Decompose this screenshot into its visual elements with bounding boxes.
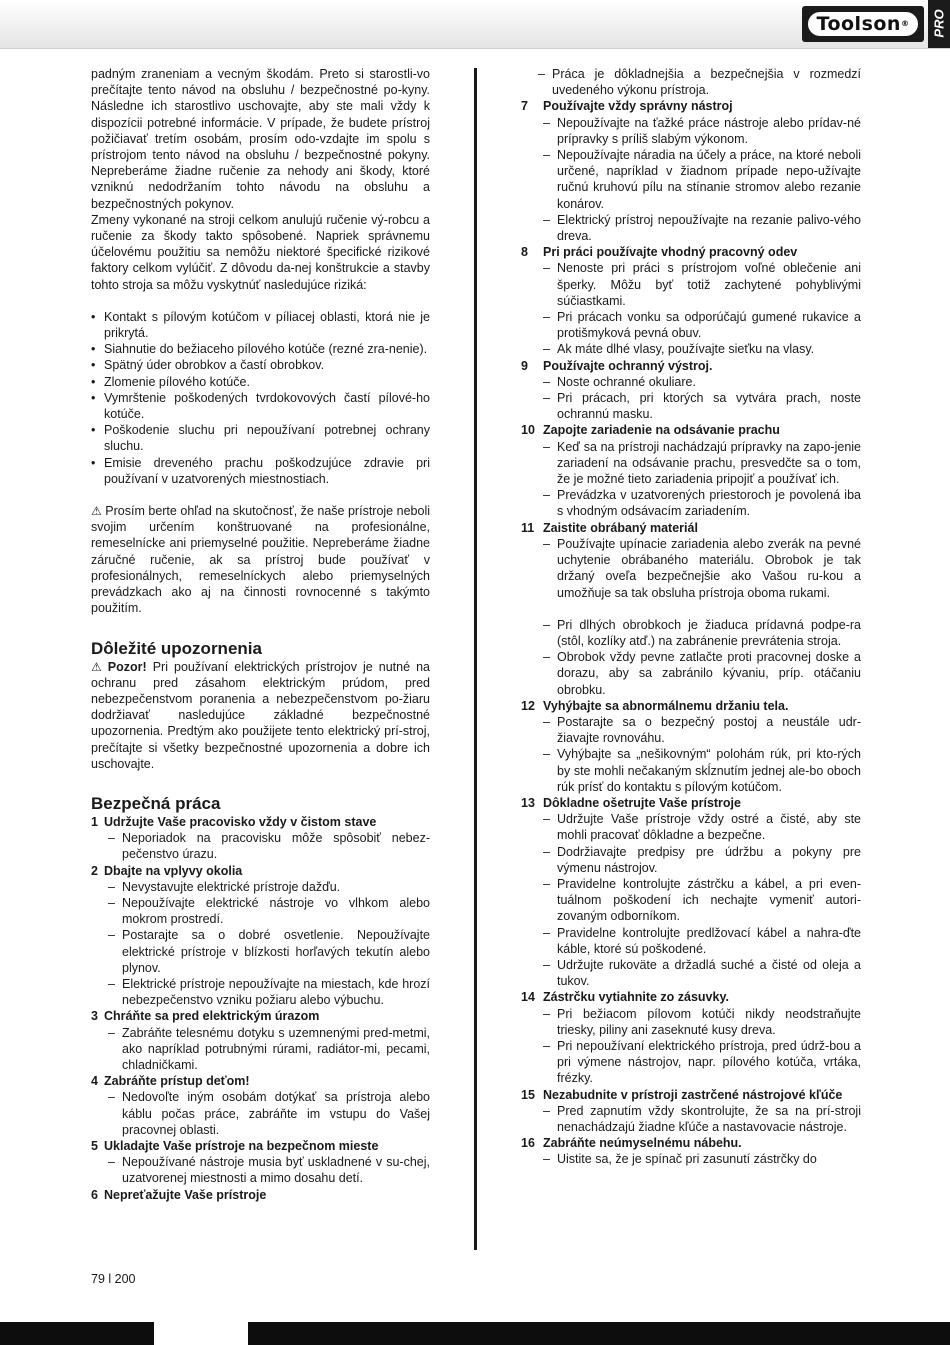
dash-marker: –: [543, 617, 550, 632]
bullet-marker: •: [91, 390, 96, 405]
rule-heading: [91, 1138, 430, 1154]
risk-text: Vymrštenie poškodených tvrdokovových častí pílové-ho kotúče.: [104, 390, 430, 422]
rule-heading: [91, 814, 430, 830]
rule-title: Chráňte sa pred elektrickým úrazom: [104, 1009, 320, 1024]
rule-title: Ukladajte Vaše prístroje na bezpečnom mieste: [104, 1138, 379, 1153]
brand-logo: [802, 6, 924, 42]
rule-item-text: Zabráňte telesnému dotyku s uzemnenými pred-metmi, ako napríklad potrubnými rúrami, radiátor-mi, pecami, chladničkami.: [122, 1025, 430, 1072]
rule-item: [521, 212, 861, 244]
rule-item: [521, 649, 861, 698]
risk-text: Emisie dreveného prachu poškodzujúce zdravie pri používaní v uzatvorených miestnostiach.: [104, 455, 430, 486]
rule-number: 15: [521, 1087, 535, 1102]
rule-item: [521, 1151, 861, 1167]
rule-item-text: Nenoste pri práci s prístrojom voľné oblečenie ani šperky. Môžu byť totiž zachytené pohyblivými súčiastkami.: [557, 261, 861, 308]
dash-marker: –: [543, 844, 550, 859]
rule-item: [521, 439, 861, 488]
notice-paragraph: ⚠ Prosím berte ohľad na skutočnosť, že naše prístroje neboli svojim určením konštruované na profesionálne, remeselnícke ani priemyselné použitie. Nepreberáme žiadne záručné ručenie, ak sa prístroj bude používať v profesionálnych, remeselníckych alebo priemyselných prevádzkach ako aj na činnosti rovnocenné s takýmto použitím.: [91, 504, 430, 616]
rule-heading: [521, 795, 861, 811]
risk-item: [91, 341, 430, 357]
rule-heading: [521, 358, 861, 374]
rule-item: [521, 811, 861, 843]
rule-item-text: Vyhýbajte sa „nešikovným“ polohám rúk, pri kto-rých by ste mohli nečakaným skĺznutím jednej ale-bo oboch rúk prísť do kontaktu s pílovým kotúčom.: [557, 747, 861, 794]
header-bar: [0, 0, 950, 49]
safe-work-heading: Bezpečná práca: [91, 793, 221, 813]
rule-item-text: Noste ochranné okuliare.: [557, 374, 696, 389]
pro-tab: [928, 0, 950, 48]
risk-text: Zlomenie pílového kotúče.: [104, 374, 250, 389]
rule-number: 1: [91, 814, 98, 829]
warning-icon: ⚠: [91, 659, 102, 674]
rule-number: 13: [521, 795, 535, 810]
rule-item: [91, 879, 430, 895]
risk-item: [91, 374, 430, 390]
dash-marker: –: [543, 1152, 550, 1167]
rule-item: [521, 957, 861, 989]
dash-marker: –: [543, 957, 550, 972]
rule-number: 3: [91, 1009, 98, 1024]
dash-marker: –: [108, 879, 115, 894]
rule-item: [521, 1103, 861, 1135]
warning-icon: ⚠: [91, 504, 102, 519]
rule-item-text: Práca je dôkladnejšia a bezpečnejšia v rozmedzí uvedeného výkonu prístroja.: [552, 67, 861, 98]
rule-title: Zabráňte neúmyselnému nábehu.: [543, 1136, 742, 1151]
rule-heading: [521, 520, 861, 536]
rule-item-text: Neporiadok na pracovisku môže spôsobiť nebez-pečenstvo úrazu.: [122, 831, 430, 862]
rule-item: [521, 876, 861, 925]
dash-marker: –: [543, 212, 550, 227]
rule-title: Zaistite obrábaný materiál: [543, 520, 698, 535]
page-number: 79 l 200: [91, 1272, 136, 1286]
dash-marker: –: [543, 925, 550, 940]
rule-heading: [521, 989, 861, 1005]
dash-marker: –: [543, 812, 550, 827]
rule-number: 5: [91, 1138, 98, 1153]
risk-text: Kontakt s pílovým kotúčom v píliacej oblasti, ktorá nie je prikrytá.: [104, 309, 430, 341]
dash-marker: –: [543, 536, 550, 551]
rule-item: [91, 895, 430, 927]
dash-marker: –: [543, 148, 550, 163]
continuation-list: [521, 66, 861, 98]
bullet-marker: •: [91, 342, 96, 357]
dash-marker: –: [538, 67, 545, 81]
rule-item: [521, 617, 861, 649]
dash-marker: –: [543, 1103, 550, 1118]
rule-item-text: Pri bežiacom pílovom kotúči nikdy neodstraňujte triesky, piliny ani zaseknuté kusy dreva.: [557, 1006, 861, 1037]
bullet-marker: •: [91, 309, 96, 324]
rule-item-text: Pri prácach, pri ktorých sa vytvára prach, noste ochrannú masku.: [557, 391, 861, 422]
rule-item: [521, 309, 861, 341]
rule-item-text: Postarajte sa o bezpečný postoj a neustále udr-žiavajte rovnováhu.: [557, 714, 861, 746]
dash-marker: –: [108, 928, 115, 943]
rule-number: 9: [521, 358, 528, 373]
rule-item-text: Elektrický prístroj nepoužívajte na rezanie palivo-vého dreva.: [557, 212, 861, 244]
rule-item: [521, 374, 861, 390]
rule-title: Zástrčku vytiahnite zo zásuvky.: [543, 990, 729, 1005]
rule-item-text: Nepoužívané nástroje musia byť uskladnené v su-chej, uzatvorenej miestnosti a mimo dosahu detí.: [122, 1155, 430, 1186]
rule-title: Vyhýbajte sa abnormálnemu držaniu tela.: [543, 698, 789, 713]
rule-heading: [521, 422, 861, 438]
rule-heading: [521, 698, 861, 714]
dash-marker: –: [543, 714, 550, 729]
rule-item: [91, 976, 430, 1008]
rule-title: Udržujte Vaše pracovisko vždy v čistom stave: [104, 814, 377, 829]
rule-item-text: Pravidelne kontrolujte zástrčku a kábel, a pri even-tuálnom poškodení ich nechajte vymeniť autori-zovaným odborníkom.: [557, 876, 861, 924]
caution-label: Pozor!: [107, 659, 147, 674]
dash-marker: –: [543, 488, 550, 503]
rule-item: [521, 115, 861, 147]
risk-item: [91, 422, 430, 454]
rule-number: 6: [91, 1187, 98, 1202]
rule-item-text: Elektrické prístroje nepoužívajte na miestach, kde hrozí nebezpečenstvo vzniku požiaru alebo výbuchu.: [122, 976, 430, 1008]
rule-number: 8: [521, 245, 528, 260]
rule-number: 10: [521, 423, 535, 438]
left-column: [91, 66, 430, 1203]
dash-marker: –: [543, 115, 550, 130]
rule-item-text: Nedovoľte iným osobám dotýkať sa prístroja alebo káblu počas práce, zabráňte im vstupu do Vašej pracovnej oblasti.: [122, 1090, 430, 1137]
rule-item: [521, 66, 861, 98]
intro-paragraph-2: Zmeny vykonané na stroji celkom anulujú ručenie vý-robcu a ručenie za škody takto spôsobené. Napriek správnemu účelovému použitiu sa nemôžu niektoré špecifické rizikové faktory celkom vylúčiť. Z dôvodu da-nej konštrukcie a stavby tohto stroja sa môžu vyskytnúť nasledujúce riziká:: [91, 212, 430, 292]
important-heading: Dôležité upozornenia: [91, 638, 262, 658]
rule-heading: [521, 244, 861, 260]
dash-marker: –: [543, 1038, 550, 1053]
rule-item: [91, 927, 430, 976]
rule-item: [91, 1089, 430, 1138]
rule-item-text: Nepoužívajte na ťažké práce nástroje alebo prídav-né prípravky s príliš slabým výkonom.: [557, 115, 861, 146]
rule-title: Nepreťažujte Vaše prístroje: [104, 1187, 267, 1202]
dash-marker: –: [108, 976, 115, 991]
dash-marker: –: [543, 1006, 550, 1021]
rule-item-text: Udržujte Vaše prístroje vždy ostré a čisté, aby ste mohli pracovať dôkladne a bezpečne.: [557, 812, 861, 843]
rule-item-text: Pravidelne kontrolujte predlžovací kábel a nahra-ďte káble, ktoré sú poškodené.: [557, 925, 861, 956]
rule-heading: [91, 1187, 430, 1203]
risk-text: Spätný úder obrobkov a častí obrobkov.: [104, 358, 325, 373]
rule-item: [521, 1038, 861, 1087]
dash-marker: –: [543, 261, 550, 276]
rule-number: 4: [91, 1074, 98, 1089]
rule-item-text: Postarajte sa o dobré osvetlenie. Nepoužívajte elektrické prístroje v blízkosti horľavých tekutín alebo plynov.: [122, 928, 430, 975]
risk-list: [91, 309, 430, 487]
rule-number: 16: [521, 1136, 535, 1151]
rule-number: 12: [521, 698, 535, 713]
rule-item-text: Uistite sa, že je spínač pri zasunutí zástrčky do: [557, 1152, 817, 1167]
rule-item-text: Používajte upínacie zariadenia alebo zverák na pevné uchytenie obrábaného materiálu. Obrobok je tak držaný oveľa bezpečnejšie ako Vašou ru-kou a umožňuje sa tak obsluha prístroja oboma rukami.: [557, 536, 861, 600]
rule-title: Dbajte na vplyvy okolia: [104, 863, 243, 878]
rule-number: 14: [521, 990, 535, 1005]
dash-marker: –: [108, 1025, 115, 1040]
rule-item: [521, 390, 861, 422]
risk-text: Siahnutie do bežiaceho pílového kotúče (rezné zra-nenie).: [104, 342, 428, 357]
rule-item-text: Pri nepoužívaní elektrického prístroja, pred údrž-bou a pri výmene nástrojov, napr. pílového kotúča, vrtáka, frézky.: [557, 1038, 861, 1086]
rule-item-text: Ak máte dlhé vlasy, používajte sieťku na vlasy.: [557, 342, 815, 357]
rule-item: [521, 536, 861, 601]
rule-item-text: Prevádzka v uzatvorených priestoroch je povolená iba s vhodným odsávacím zariadením.: [557, 488, 861, 519]
rule-number: 11: [521, 520, 535, 535]
rule-item-text: Pri dlhých obrobkoch je žiaduca prídavná podpe-ra (stôl, kozlíky atď.) na zabránenie prevrátenia stroja.: [557, 617, 861, 648]
rule-item: [521, 487, 861, 519]
dash-marker: –: [108, 831, 115, 846]
rule-item-text: Nepoužívajte elektrické nástroje vo vlhkom alebo mokrom prostredí.: [122, 895, 430, 927]
dash-marker: –: [543, 310, 550, 325]
bullet-marker: •: [91, 455, 96, 470]
rule-item-text: Pred zapnutím vždy skontrolujte, že sa na prí-stroji nenachádzajú žiadne kľúče a nastavovacie nástroje.: [557, 1103, 861, 1134]
dash-marker: –: [543, 747, 550, 762]
rule-number: 7: [521, 99, 528, 114]
dash-marker: –: [543, 342, 550, 357]
dash-marker: –: [543, 876, 550, 891]
bullet-marker: •: [91, 374, 96, 389]
dash-marker: –: [543, 439, 550, 454]
rule-item: [521, 260, 861, 309]
rule-item-text: Pri prácach vonku sa odporúčajú gumené rukavice a protišmyková pevná obuv.: [557, 310, 861, 341]
rule-item-text: Dodržiavajte predpisy pre údržbu a pokyny pre výmenu nástrojov.: [557, 844, 861, 875]
rule-title: Používajte vždy správny nástroj: [543, 99, 733, 114]
rule-item: [521, 147, 861, 212]
risk-item: [91, 390, 430, 422]
rule-heading: [91, 863, 430, 879]
rule-heading: [521, 1087, 861, 1103]
intro-paragraph-1: padným zraneniam a vecným škodám. Preto si starostli-vo prečítajte tento návod na obsluhu / bezpečnostné po-kyny. Následne ich starostlivo uschovajte, aby ste mali vždy k dispozícii potrebné informácie. V prípade, že budete prístroj požičiavať tretím osobám, prosím odo-vzdajte im spolu s prístrojom tento návod na obsluhu / bezpečnostné pokyny. Nepreberáme žiadne ručenie za nehody ani škody, ktoré vzniknú nedodržaním tohto návodu na obsluhu a bezpečnostných pokynov.: [91, 67, 430, 211]
left-rules: [91, 814, 430, 1203]
brand-name: Toolson: [816, 13, 901, 35]
rule-heading: [91, 1008, 430, 1024]
rule-title: Používajte ochranný výstroj.: [543, 358, 713, 373]
rule-title: Zapojte zariadenie na odsávanie prachu: [543, 423, 780, 438]
pro-label: PRO: [931, 9, 947, 38]
registered-mark: ®: [900, 19, 910, 28]
rule-item: [521, 925, 861, 957]
rule-heading: [521, 98, 861, 114]
risk-item: [91, 309, 430, 341]
risk-item: [91, 357, 430, 373]
rule-item-text: Keď sa na prístroji nachádzajú prípravky na zapo-jenie zariadení na odsávanie prachu, presvedčte sa o tom, že je možné tieto zariadenia pripojiť a používať ich.: [557, 439, 861, 487]
rule-number: 2: [91, 863, 98, 878]
column-divider: [474, 68, 477, 1250]
rule-item: [91, 1025, 430, 1074]
rule-heading: [521, 1135, 861, 1151]
rule-item: [521, 844, 861, 876]
dash-marker: –: [108, 1090, 115, 1105]
risk-item: [91, 455, 430, 487]
right-column: [521, 66, 861, 1168]
dash-marker: –: [108, 895, 115, 910]
rule-item: [91, 830, 430, 862]
footer-bar-right: [248, 1322, 950, 1345]
footer-bar-left: [0, 1322, 154, 1345]
rule-title: Zabráňte prístup deťom!: [104, 1074, 250, 1089]
bullet-marker: •: [91, 358, 96, 373]
rule-item-text: Nepoužívajte náradia na účely a práce, na ktoré neboli určené, napríklad v žiadnom prípade nepo-užívajte ručnú kruhovú pílu na stínanie stromov alebo rezanie konárov.: [557, 148, 861, 211]
rule-item-text: Obrobok vždy pevne zatlačte proti pracovnej doske a dorazu, aby sa zabránilo kývaniu, príp. otáčaniu obrobku.: [557, 650, 861, 697]
rule-item: [521, 341, 861, 357]
rule-item: [91, 1154, 430, 1186]
rule-item-text: Udržujte rukoväte a držadlá suché a čisté od oleja a tukov.: [557, 957, 861, 989]
rule-item: [521, 1006, 861, 1038]
rule-item: [521, 714, 861, 746]
bullet-marker: •: [91, 423, 96, 438]
rule-title: Pri práci používajte vhodný pracovný odev: [543, 245, 798, 260]
rule-heading: [91, 1073, 430, 1089]
important-paragraph: ⚠ Pozor! Pri používaní elektrických prístrojov je nutné na ochranu pred zásahom elektrickým prúdom, pred nebezpečenstvom poranenia a nebezpečenstvom po-žiaru dodržiavať nasledujúce základné bezpečnostné upozornenia. Predtým ako použijete tento elektrický prí-stroj, prečítajte si všetky bezpečnostné upozornenia a dobre ich uschovajte.: [91, 659, 430, 771]
dash-marker: –: [543, 391, 550, 406]
risk-text: Poškodenie sluchu pri nepoužívaní potrebnej ochrany sluchu.: [104, 423, 430, 454]
dash-marker: –: [108, 1155, 115, 1170]
dash-marker: –: [543, 650, 550, 665]
rule-item: [521, 746, 861, 795]
rule-title: Dôkladne ošetrujte Vaše prístroje: [543, 795, 741, 810]
right-rules: [521, 98, 861, 1167]
rule-title: Nezabudnite v prístroji zastrčené nástrojové kľúče: [543, 1087, 843, 1102]
dash-marker: –: [543, 374, 550, 389]
rule-item-text: Nevystavujte elektrické prístroje dažďu.: [122, 879, 341, 894]
